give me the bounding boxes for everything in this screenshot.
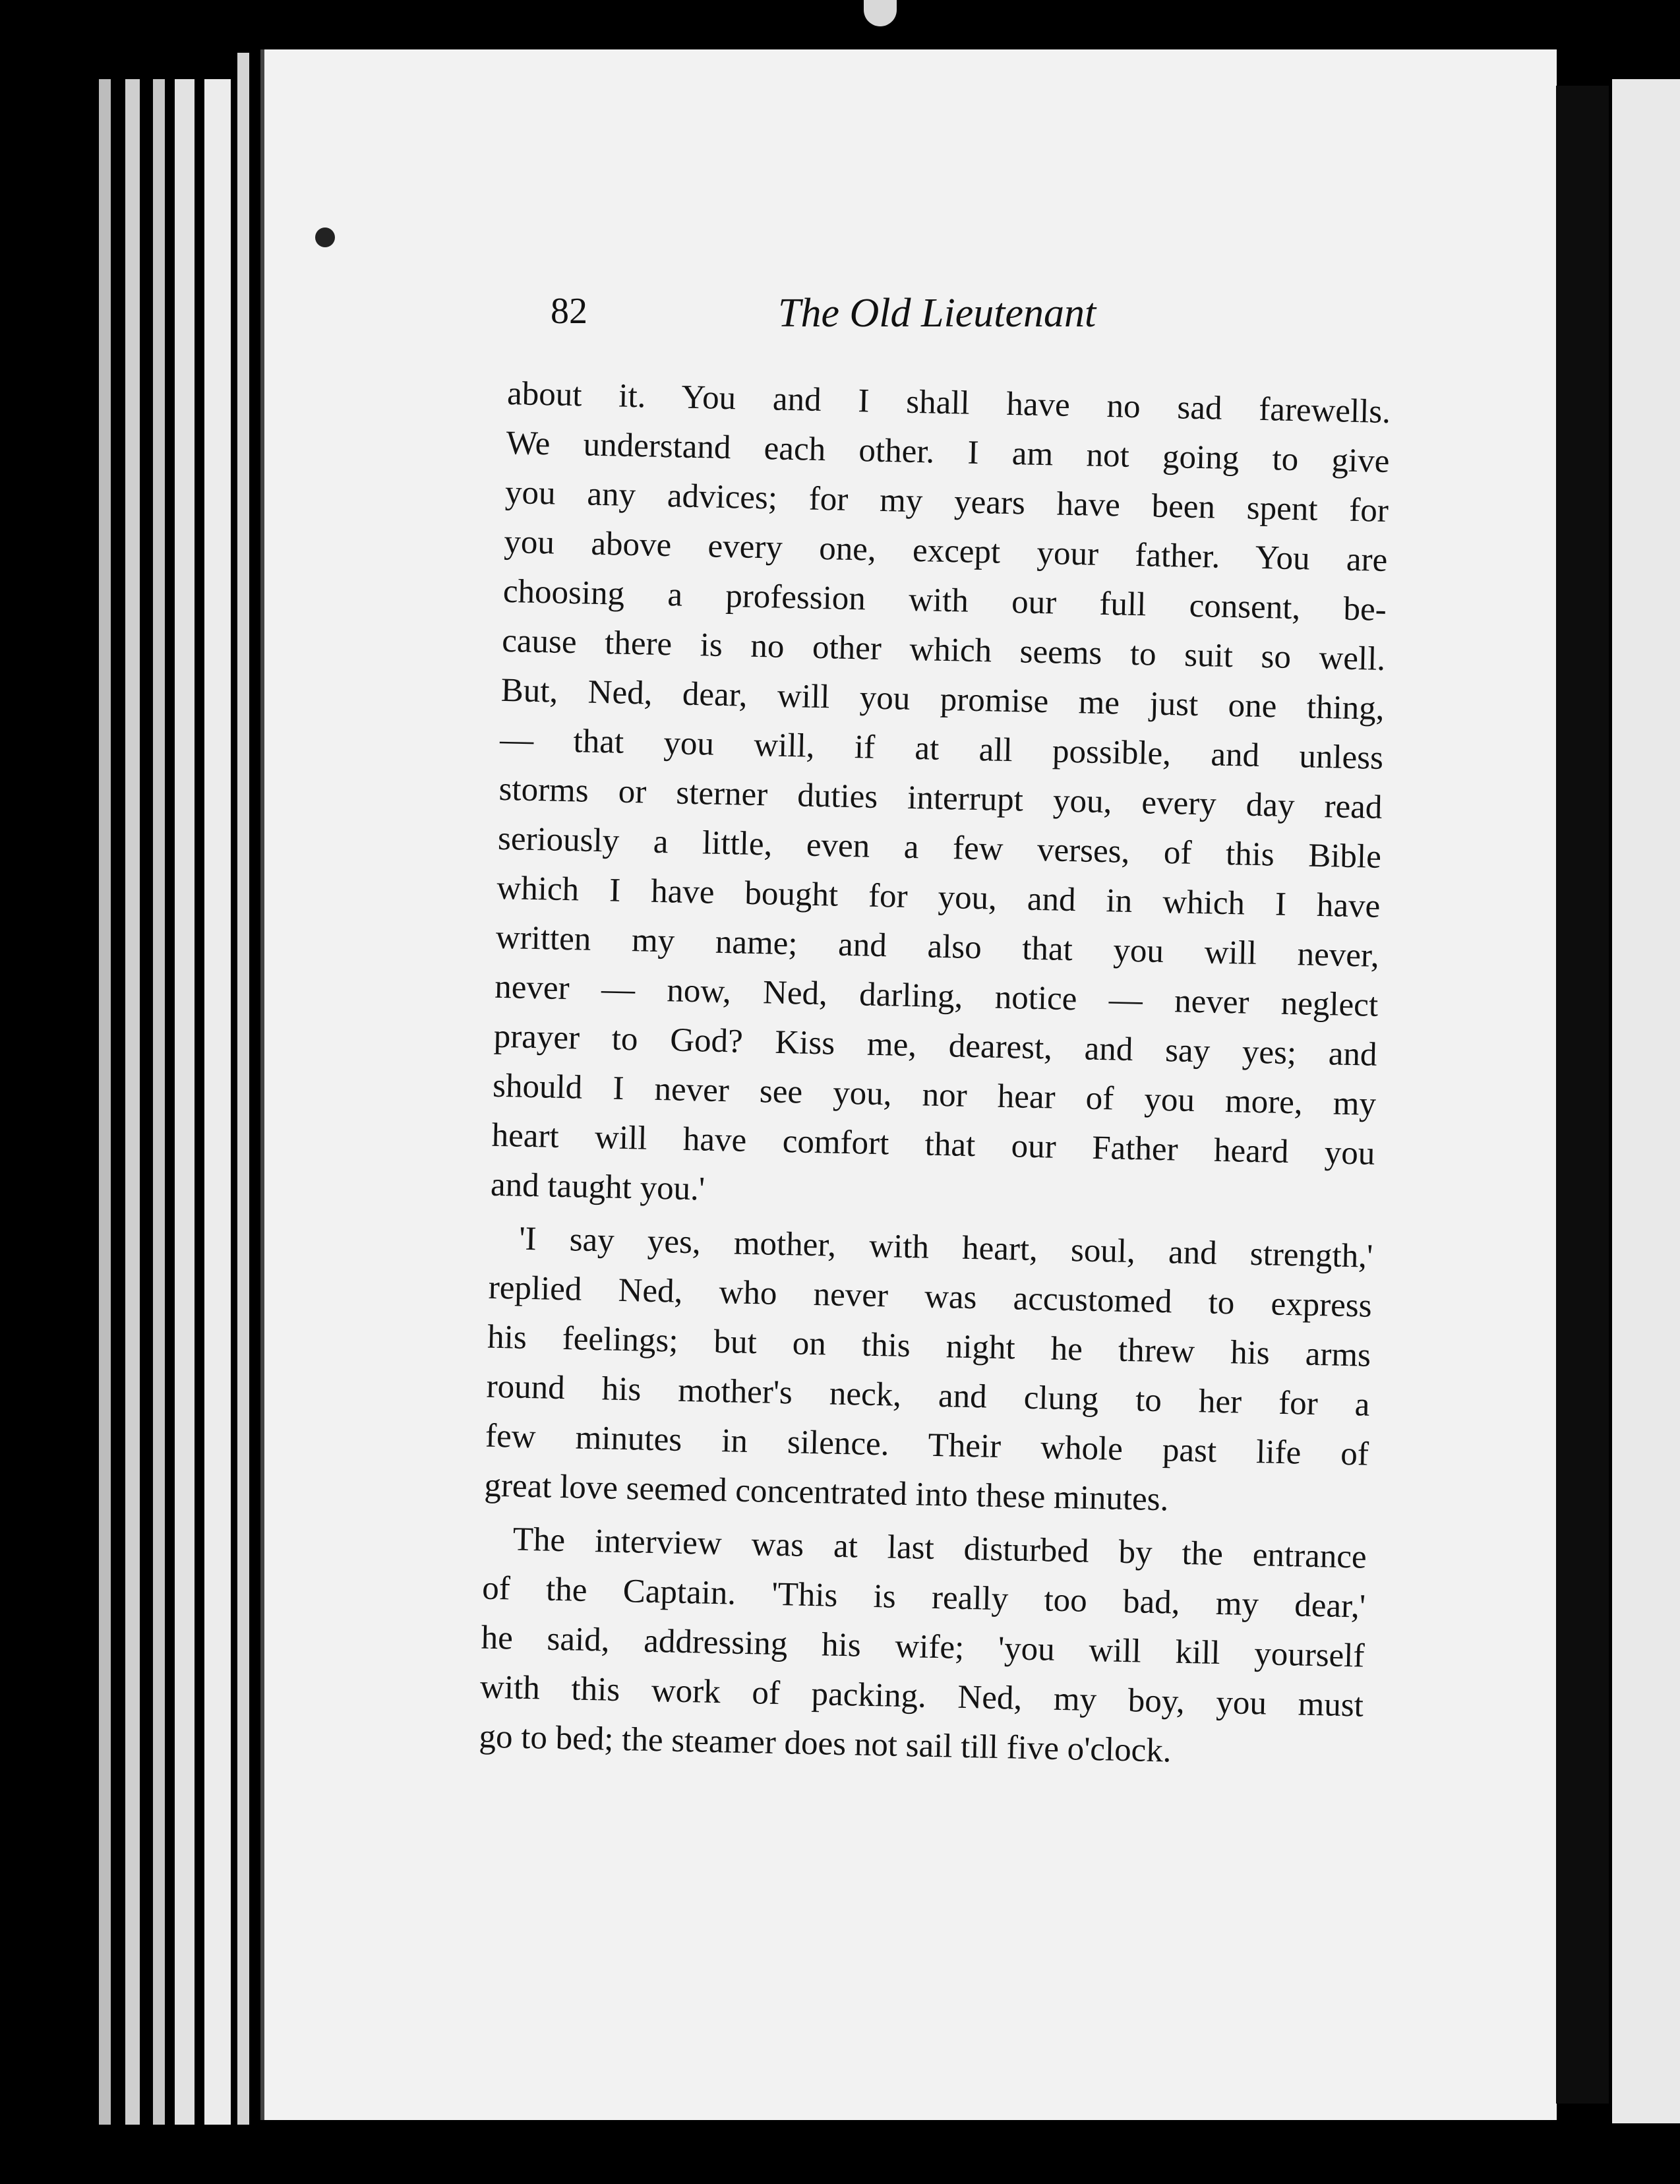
paragraph: [490, 369, 1391, 1228]
book-gutter: [1556, 86, 1609, 2104]
book-edge: [175, 79, 195, 2125]
text-line: you above every one, except your father. You are: [503, 523, 1388, 579]
text-line: written my name; and also that you will never,: [495, 919, 1380, 975]
text-line: should I never see you, nor hear of you more, my: [492, 1067, 1377, 1123]
facing-page-edge: [1612, 79, 1680, 2123]
text-line: But, Ned, dear, will you promise me just one thing,: [500, 671, 1385, 727]
text-line: of the Captain. 'This is really too bad, my dear,': [481, 1569, 1366, 1625]
text-line: with this work of packing. Ned, my boy, you must: [479, 1668, 1364, 1724]
text-line: — that you will, if at all possible, and unless: [499, 721, 1384, 777]
text-line: The interview was at last disturbed by the entrance: [512, 1521, 1367, 1576]
running-title: The Old Lieutenant: [778, 291, 1096, 336]
book-edge: [99, 79, 111, 2125]
page-number: 82: [551, 291, 587, 332]
text-line: storms or sterner duties interrupt you, every day read: [498, 770, 1383, 826]
text-line: few minutes in silence. Their whole past life of: [485, 1417, 1369, 1473]
text-line: cause there is no other which seems to suit so well.: [501, 622, 1386, 678]
text-line: never — now, Ned, darling, notice — never neglect: [494, 968, 1379, 1024]
text-line: round his mother's neck, and clung to her for a: [486, 1368, 1370, 1424]
book-edge: [237, 53, 249, 2125]
text-line: prayer to God? Kiss me, dearest, and say yes; and: [493, 1017, 1378, 1074]
text-line: We understand each other. I am not going to give: [506, 424, 1390, 481]
text-line: 'I say yes, mother, with heart, soul, and strength,': [518, 1220, 1373, 1275]
text-line: great love seemed concentrated into these minutes.: [483, 1467, 1169, 1519]
ink-spot: [315, 228, 335, 247]
text-line: his feelings; but on this night he threw his arms: [487, 1318, 1371, 1374]
text-line: go to bed; the steamer does not sail till five o'clock.: [478, 1718, 1172, 1770]
text-line: which I have bought for you, and in which I have: [496, 869, 1381, 925]
text-line: about it. You and I shall have no sad farewells.: [506, 375, 1391, 431]
scan-blot: [864, 0, 897, 26]
text-line: replied Ned, who never was accustomed to express: [488, 1269, 1373, 1325]
paragraph: [479, 1515, 1367, 1780]
body-text: [479, 369, 1391, 1784]
book-edge: [204, 79, 231, 2125]
page-header: [551, 284, 1184, 356]
text-line: he said, addressing his wife; 'you will kill yourself: [481, 1619, 1365, 1675]
text-line: you any advices; for my years have been spent for: [504, 473, 1389, 530]
text-line: heart will have comfort that our Father heard you: [491, 1116, 1375, 1172]
book-edge: [153, 79, 165, 2125]
text-line: choosing a profession with our full consent, be-: [502, 572, 1387, 628]
text-line: seriously a little, even a few verses, of this Bible: [497, 820, 1382, 876]
text-line: and taught you.': [490, 1166, 705, 1208]
paragraph: [484, 1214, 1373, 1529]
book-edge: [125, 79, 140, 2125]
